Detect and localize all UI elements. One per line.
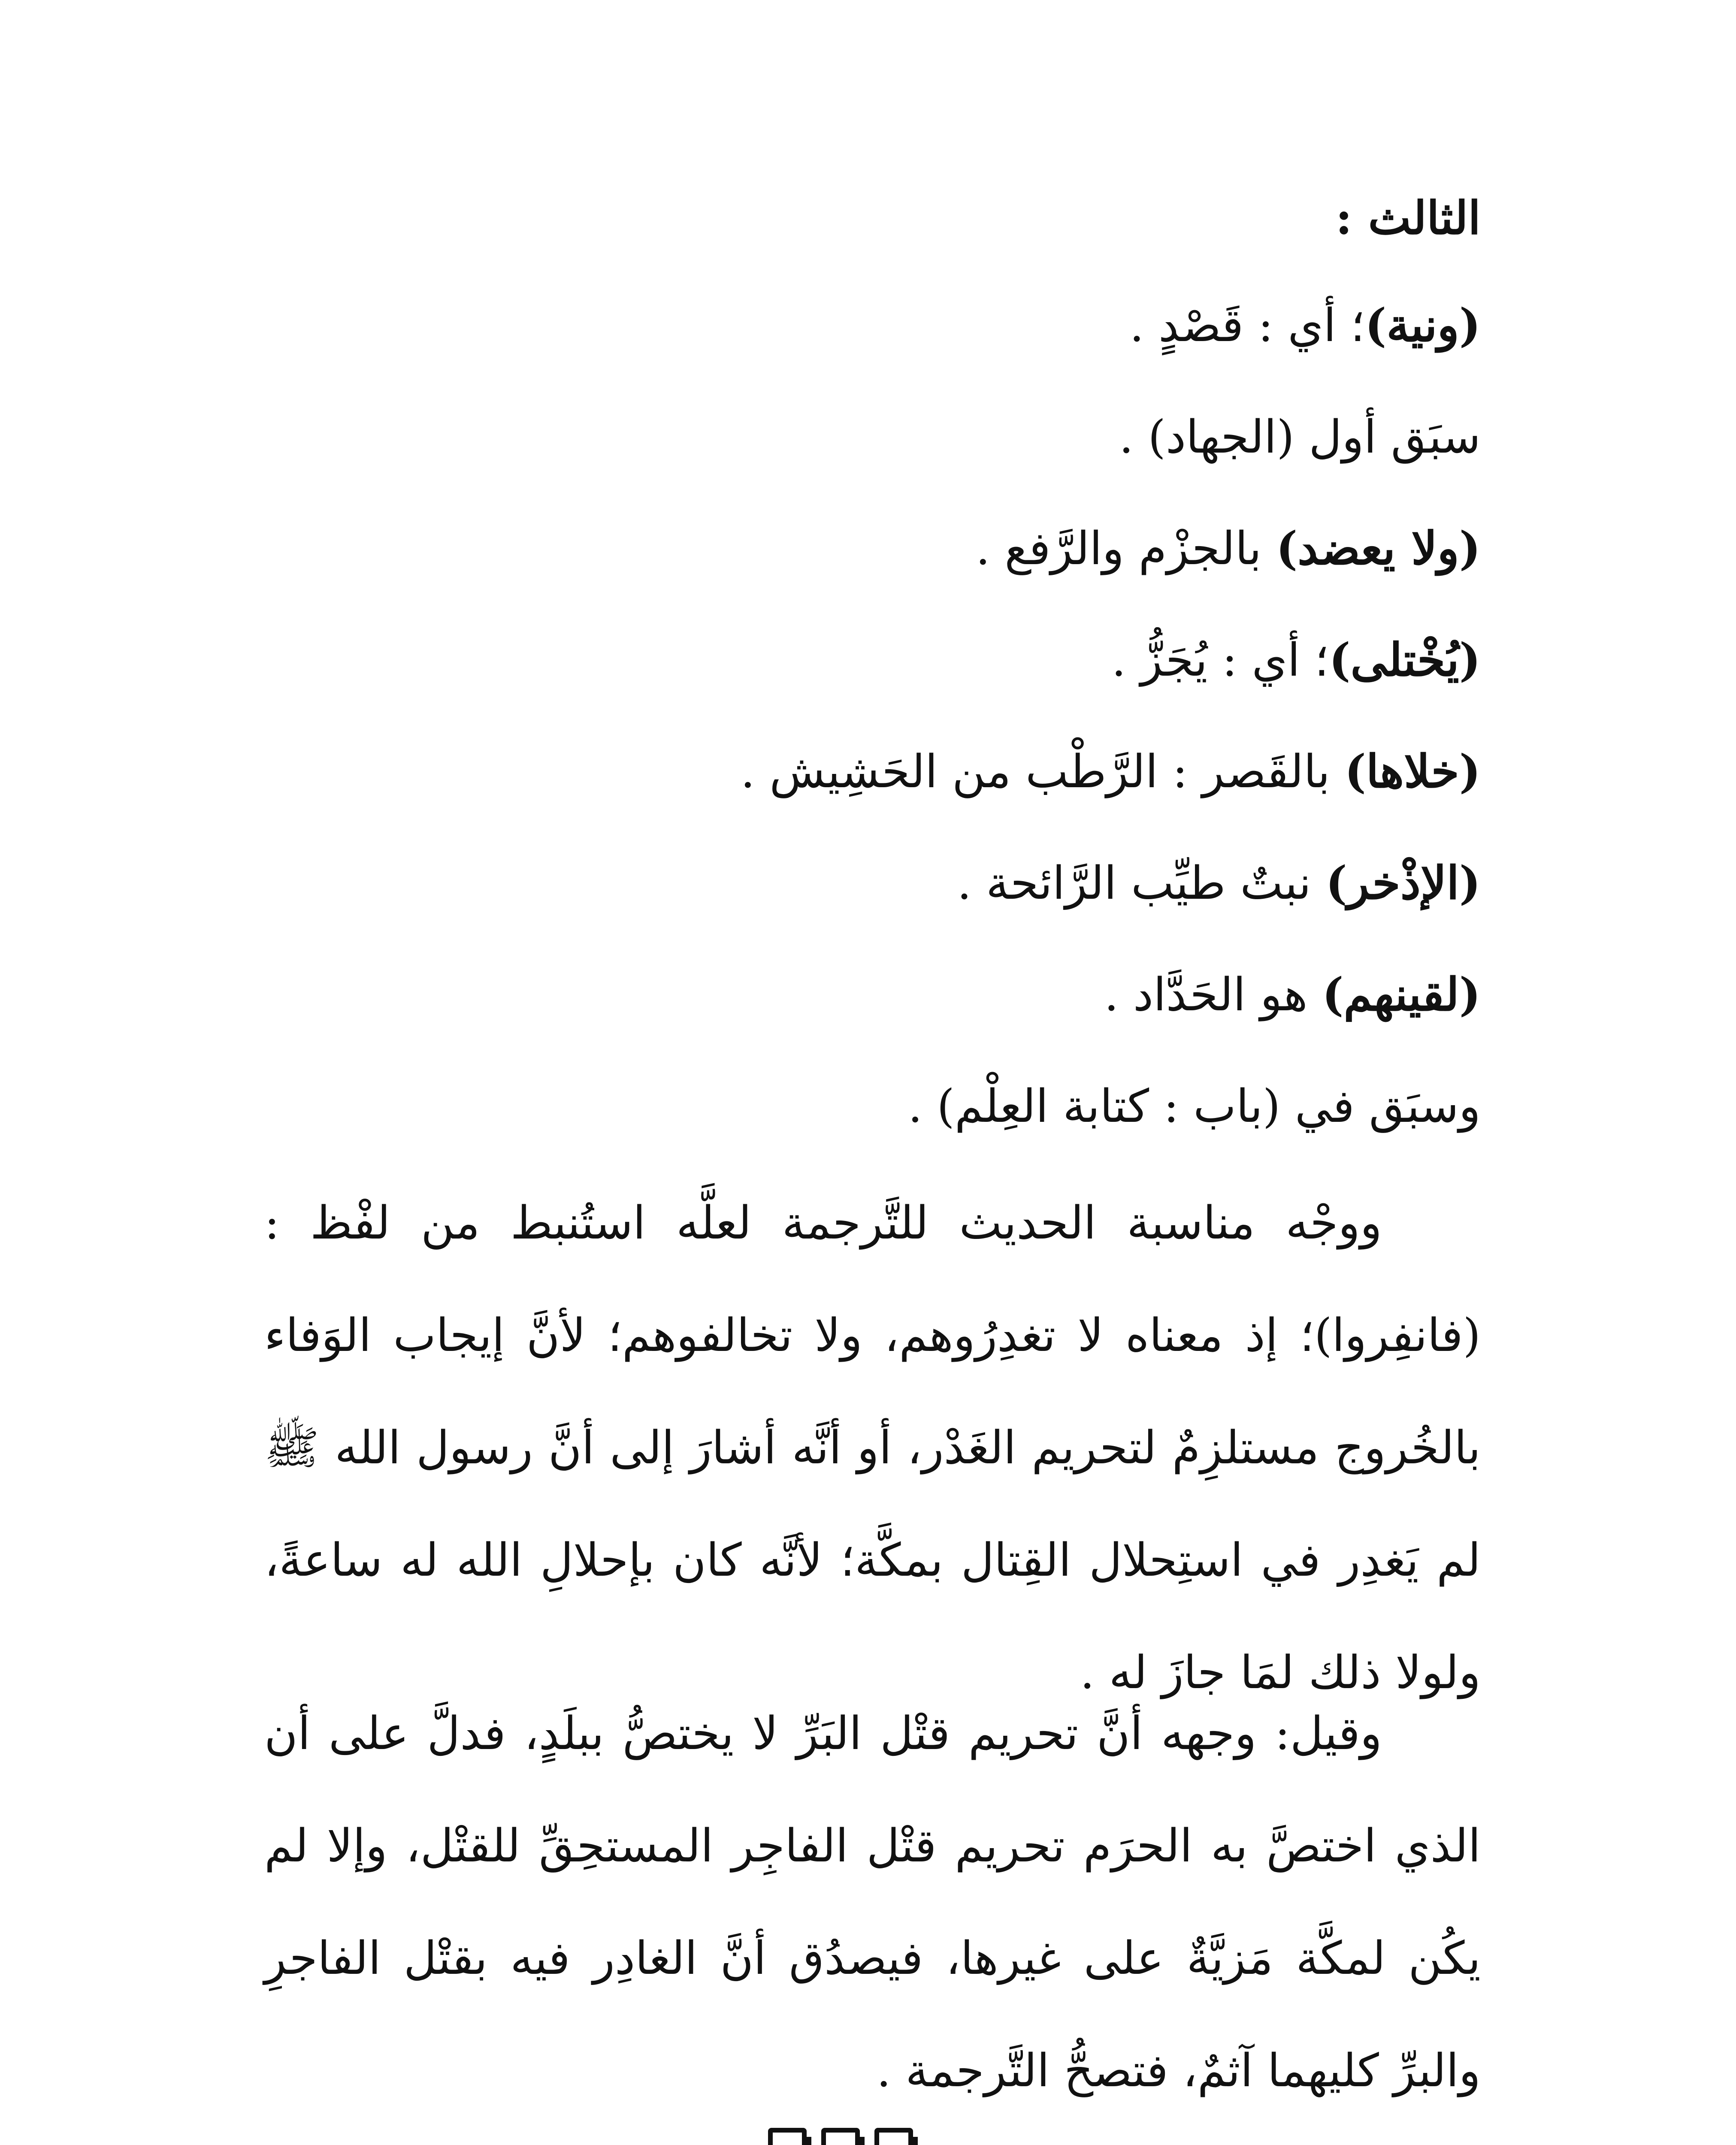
gloss-line — [741, 746, 1481, 797]
body-paragraph: ووجْه مناسبة الحديث للتَّرجمة لعلَّه استُنبط من لفْظ : (فانفِروا)؛ إذ معناه لا تغدِرُوهم، ولا تخالفوهم؛ لأنَّ إيجاب الوَفاء بالخُروج مستلزِمٌ لتحريم الغَدْر، أو أنَّه أشارَ إلى أنَّ رسول الله ﷺ لم يَغدِر في استِحلال القِتال بمكَّة؛ لأنَّه كان بإحلالِ الله له ساعةً، ولولا ذلك لمَا جازَ له . — [264, 1196, 1481, 1699]
ornament-square-icon — [821, 2128, 860, 2145]
gloss-text: وسبَق في (باب : كتابة العِلْم) . — [908, 1080, 1481, 1133]
gloss-text: هو الحَدَّاد . — [1104, 968, 1322, 1021]
ornament-square-icon — [874, 2128, 913, 2145]
gloss-term: (لقينهم) — [1322, 967, 1481, 1021]
gloss-line — [976, 523, 1481, 574]
gloss-line — [1104, 967, 1481, 1021]
ornament-square-icon — [768, 2128, 807, 2145]
gloss-term: (يُخْتلى) — [1329, 633, 1481, 686]
gloss-text: بالقَصر : الرَّطْب من الحَشِيش . — [741, 745, 1345, 798]
gloss-term: (الإذْخر) — [1325, 856, 1481, 909]
section-end-ornament — [768, 2128, 913, 2145]
gloss-line — [957, 858, 1481, 909]
section-heading: الثالث : — [1335, 191, 1481, 245]
gloss-line — [1119, 412, 1481, 462]
gloss-text: نبتٌ طيِّب الرَّائحة . — [957, 857, 1326, 909]
gloss-text: سبَق أول (الجهاد) . — [1119, 411, 1481, 463]
gloss-term: (ولا يعضد) — [1276, 521, 1481, 575]
gloss-line — [1130, 300, 1481, 351]
gloss-term: (خلاها) — [1344, 744, 1481, 798]
gloss-line — [908, 1081, 1481, 1132]
gloss-text: بالجزْم والرَّفع . — [976, 522, 1276, 575]
gloss-text: ؛ أي : قَصْدٍ . — [1129, 299, 1365, 352]
gloss-line — [1112, 635, 1481, 686]
body-paragraph: وقيل: وجهه أنَّ تحريم قتْل البَرِّ لا يختصُّ ببلَدٍ، فدلَّ على أن الذي اختصَّ به الحرَم تحريم قتْل الفاجِر المستحِقِّ للقتْل، وإلا لم يكُن لمكَّة مَزيَّةٌ على غيرها، فيصدُق أنَّ الغادِر فيه بقتْل الفاجرِ والبرِّ كليهما آثمٌ، فتصحُّ التَّرجمة . — [264, 1707, 1481, 2097]
gloss-text: ؛ أي : يُجَزُّ . — [1111, 634, 1329, 686]
gloss-term: (ونية) — [1365, 298, 1481, 352]
